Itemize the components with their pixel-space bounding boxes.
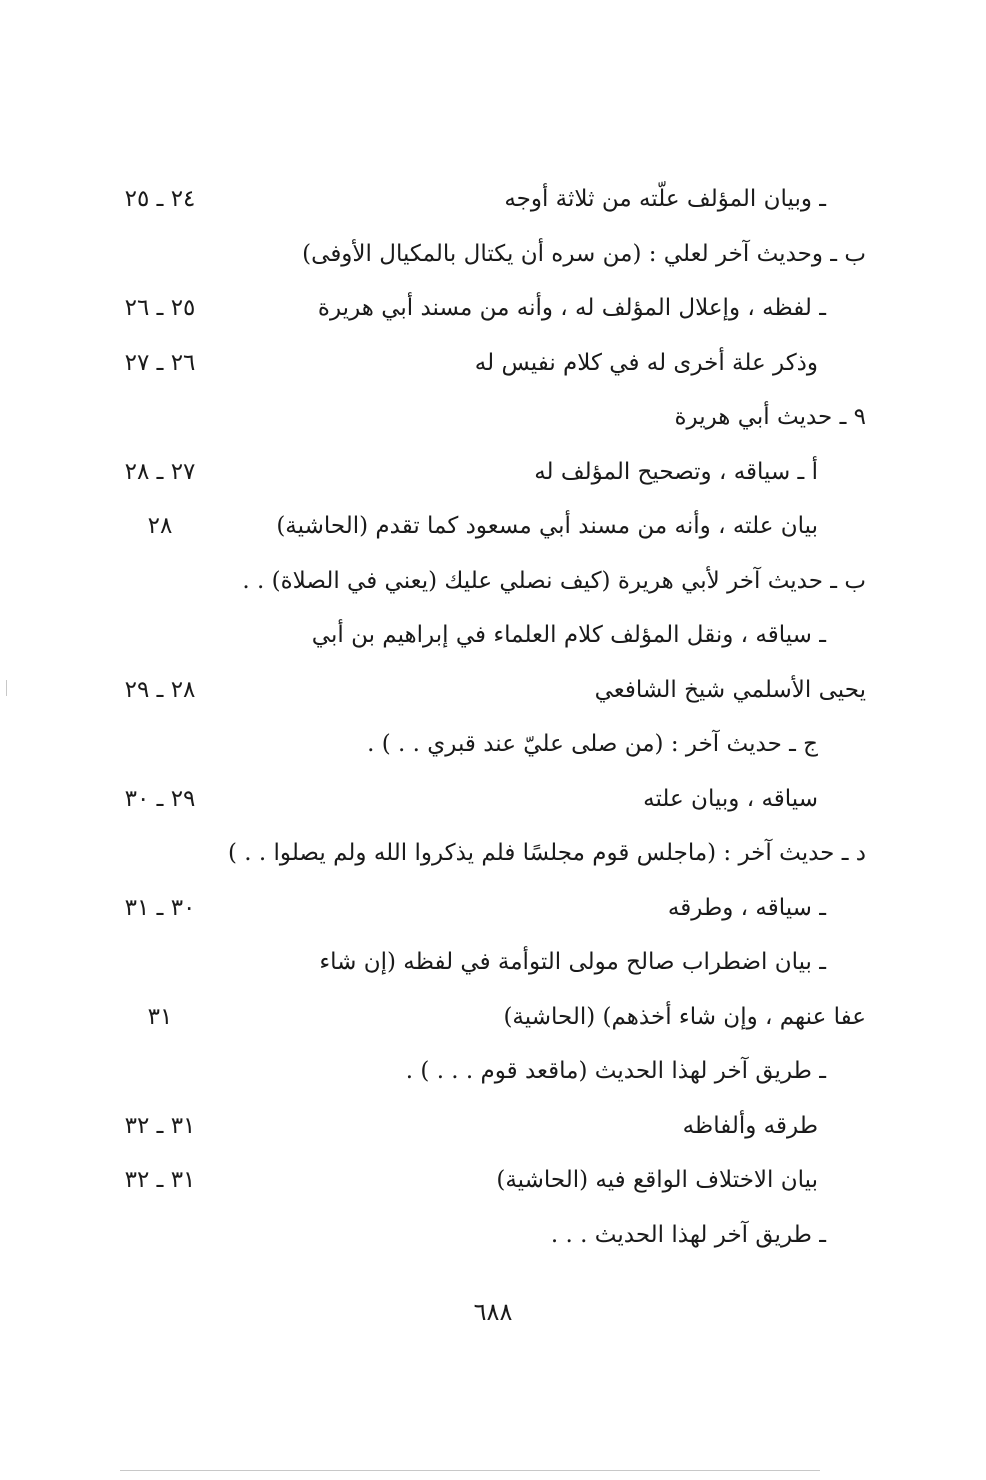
toc-entry xyxy=(100,449,880,495)
toc-entry-pages: ٢٧ ـ ٢٨ xyxy=(124,459,196,485)
toc-entry xyxy=(100,1212,880,1258)
crop-mark-bottom xyxy=(120,1470,820,1471)
toc-entry xyxy=(100,994,880,1040)
toc-entry-text: ـ بيان اضطراب صالح مولى التوأمة في لفظه (إن شاء xyxy=(319,949,826,975)
toc-entry-pages: ٢٨ ـ ٢٩ xyxy=(124,677,196,703)
toc-entry-pages xyxy=(100,939,220,985)
toc-entry xyxy=(100,776,880,822)
page-number: ٦٨٨ xyxy=(473,1298,513,1326)
toc-entry-pages xyxy=(100,558,220,604)
toc-entry xyxy=(100,667,880,713)
toc-entry xyxy=(100,1157,880,1203)
toc-entry xyxy=(100,885,880,931)
toc-entry-pages xyxy=(100,231,220,277)
toc-entry-pages: ٢٤ ـ ٢٥ xyxy=(124,186,196,212)
toc-entry-text: ـ سياقه ، وطرقه xyxy=(667,895,826,921)
toc-entry-text: ـ سياقه ، ونقل المؤلف كلام العلماء في إبراهيم بن أبي xyxy=(311,622,826,648)
toc-entry-pages: ٢٦ ـ ٢٧ xyxy=(124,350,196,376)
toc-entry-pages xyxy=(100,612,220,658)
toc-entry xyxy=(100,612,880,658)
toc-entry-pages xyxy=(100,1212,220,1258)
toc-entry xyxy=(100,394,880,440)
toc-entry-pages xyxy=(100,1048,220,1094)
toc-entry xyxy=(100,939,880,985)
toc-entry-pages: ٣١ ـ ٣٢ xyxy=(124,1167,196,1193)
toc-entry-text: أ ـ سياقه ، وتصحيح المؤلف له xyxy=(534,459,818,485)
toc-entry xyxy=(100,721,880,767)
toc-entry-text: عفا عنهم ، وإن شاء أخذهم) (الحاشية) xyxy=(503,1004,866,1030)
crop-mark-left xyxy=(6,680,7,696)
toc-entry-pages: ٢٨ xyxy=(147,513,173,539)
toc-entry xyxy=(100,830,880,876)
toc-entry-pages: ٣١ xyxy=(147,1004,173,1030)
toc-entry-text: وذكر علة أخرى له في كلام نفيس له xyxy=(474,350,818,376)
toc-entry-pages xyxy=(100,394,220,440)
toc-entry-pages xyxy=(100,830,220,876)
toc-entry-text: ـ طريق آخر لهذا الحديث . . . xyxy=(550,1222,826,1248)
toc-entry xyxy=(100,1048,880,1094)
toc-entry-text: ج ـ حديث آخر : (من صلى عليّ عند قبري . . ) . xyxy=(367,731,818,757)
toc-entry xyxy=(100,1103,880,1149)
toc-entry xyxy=(100,503,880,549)
toc-entry-text: يحيى الأسلمي شيخ الشافعي xyxy=(594,677,866,703)
toc-entry-text: ـ وبيان المؤلف علّته من ثلاثة أوجه xyxy=(504,186,826,212)
toc-entry-pages: ٣٠ ـ ٣١ xyxy=(124,895,196,921)
toc-entry-text: سياقه ، وبيان علته xyxy=(643,786,818,812)
toc-entry-text: ـ طريق آخر لهذا الحديث (ماقعد قوم . . . ) . xyxy=(405,1058,826,1084)
toc-entry-text: ـ لفظه ، وإعلال المؤلف له ، وأنه من مسند أبي هريرة xyxy=(317,295,826,321)
toc-entry-text: ٩ ـ حديث أبي هريرة xyxy=(674,404,866,430)
toc-entry xyxy=(100,176,880,222)
toc-entry-pages xyxy=(100,721,220,767)
toc-entry xyxy=(100,231,880,277)
toc-entry-pages: ٢٥ ـ ٢٦ xyxy=(124,295,196,321)
toc-entry xyxy=(100,340,880,386)
toc-entry-pages: ٣١ ـ ٣٢ xyxy=(124,1113,196,1139)
toc-entry xyxy=(100,558,880,604)
toc-entry-text: بيان علته ، وأنه من مسند أبي مسعود كما تقدم (الحاشية) xyxy=(276,513,818,539)
toc-entry-text: طرقه وألفاظه xyxy=(682,1113,818,1139)
toc-entry-text: بيان الاختلاف الواقع فيه (الحاشية) xyxy=(496,1167,818,1193)
toc-entry xyxy=(100,285,880,331)
toc-entry-text: د ـ حديث آخر : (ماجلس قوم مجلسًا فلم يذكروا الله ولم يصلوا . . ) xyxy=(228,840,866,866)
toc-entry-text: ب ـ حديث آخر لأبي هريرة (كيف نصلي عليك (يعني في الصلاة) . . xyxy=(242,568,866,594)
toc-entry-text: ب ـ وحديث آخر لعلي : (من سره أن يكتال بالمكيال الأوفى) xyxy=(302,241,866,267)
toc-entry-pages: ٢٩ ـ ٣٠ xyxy=(124,786,196,812)
